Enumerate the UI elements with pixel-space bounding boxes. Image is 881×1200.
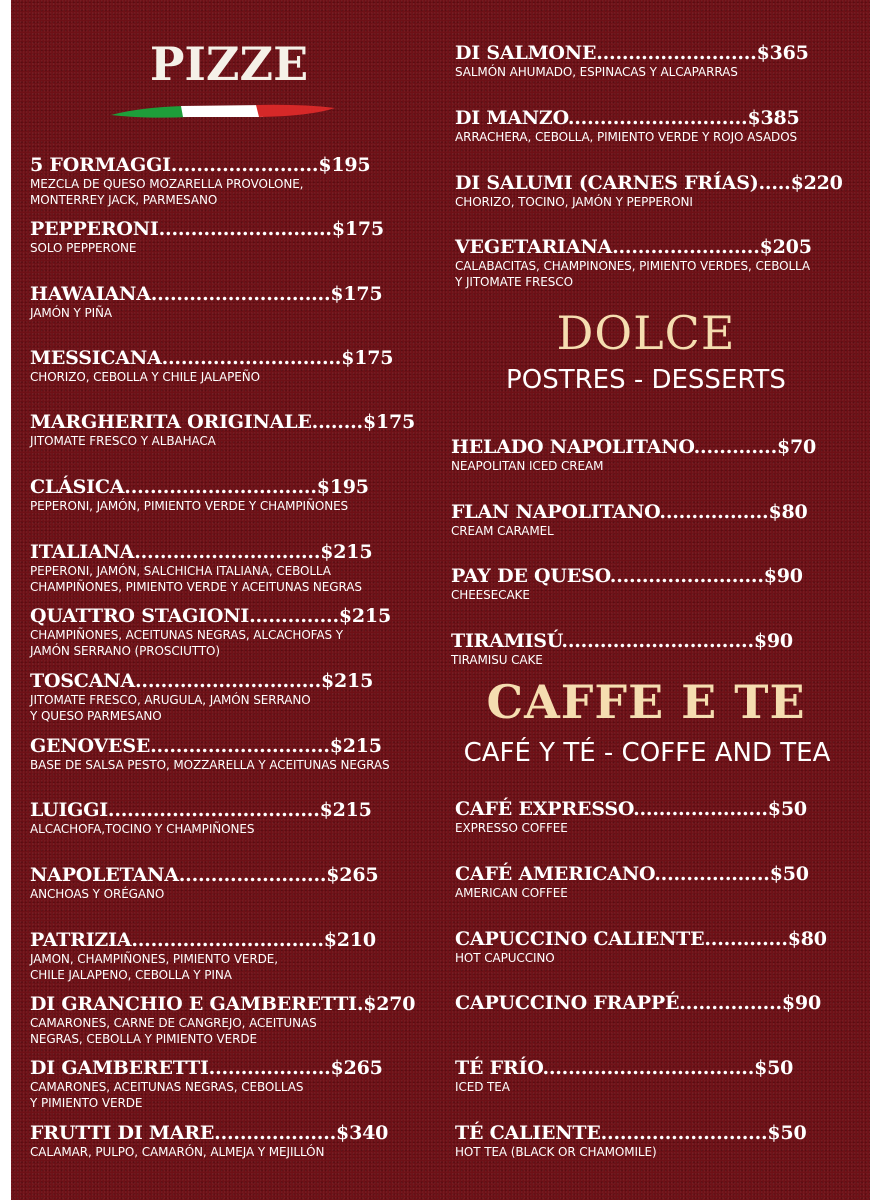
menu-item	[30, 476, 369, 514]
item-name: PAY DE QUESO........................$90	[451, 565, 803, 587]
item-desc: NEAPOLITAN ICED CREAM	[451, 459, 604, 473]
menu-item	[455, 236, 812, 290]
item-desc: CAMARONES, CARNE DE CANGREJO, ACEITUNAS NEGRAS, CEBOLLA Y PIMIENTO VERDE	[30, 1016, 317, 1046]
menu-item	[30, 411, 415, 449]
item-name: DI SALUMI (CARNES FRÍAS).....$220	[455, 172, 843, 194]
item-name: ITALIANA.............................$215	[30, 541, 373, 563]
item-name: LUIGGI.................................$215	[30, 799, 372, 821]
dolce-subtitle: POSTRES - DESSERTS	[506, 365, 786, 395]
item-name: CAFÉ EXPRESSO.....................$50	[455, 798, 807, 820]
item-name: 5 FORMAGGI.......................$195	[30, 154, 371, 176]
item-desc: BASE DE SALSA PESTO, MOZZARELLA Y ACEITUNAS NEGRAS	[30, 758, 390, 772]
item-name: PEPPERONI...........................$175	[30, 218, 384, 240]
item-desc: CHEESECAKE	[451, 588, 530, 602]
item-name: HAWAIANA............................$175	[30, 283, 383, 305]
item-name: DI SALMONE.........................$365	[455, 42, 809, 64]
item-desc: JAMON, CHAMPIÑONES, PIMIENTO VERDE, CHILE JALAPENO, CEBOLLA Y PINA	[30, 952, 278, 982]
menu-board	[11, 0, 870, 1200]
item-desc: EXPRESSO COFFEE	[455, 821, 568, 835]
menu-item	[30, 929, 376, 983]
item-name: CAFÉ AMERICANO..................$50	[455, 863, 809, 885]
item-desc: JAMÓN Y PIÑA	[30, 306, 113, 320]
item-name: CLÁSICA..............................$195	[30, 476, 369, 498]
item-desc: CAMARONES, ACEITUNAS NEGRAS, CEBOLLAS Y PIMIENTO VERDE	[30, 1080, 304, 1110]
item-name: CAPUCCINO CALIENTE.............$80	[455, 928, 827, 950]
menu-item	[30, 670, 373, 724]
menu-item	[451, 630, 793, 668]
menu-item	[455, 992, 821, 1014]
menu-item	[30, 735, 389, 773]
item-name: GENOVESE............................$215	[30, 735, 382, 757]
item-desc: PEPERONI, JAMÓN, PIMIENTO VERDE Y CHAMPIÑONES	[30, 499, 349, 513]
item-desc: CHORIZO, CEBOLLA Y CHILE JALAPEÑO	[30, 370, 260, 384]
menu-item	[30, 799, 372, 837]
item-desc: ALCACHOFA,TOCINO Y CHAMPIÑONES	[30, 822, 255, 836]
item-name: PATRIZIA..............................$210	[30, 929, 376, 951]
item-desc: CHORIZO, TOCINO, JAMÓN Y PEPPERONI	[455, 195, 693, 209]
item-desc: CALAMAR, PULPO, CAMARÓN, ALMEJA Y MEJILLÓN	[30, 1145, 325, 1159]
caffe-title: CAFFE E TE	[486, 675, 806, 729]
item-name: TÉ FRÍO.................................$50	[455, 1057, 794, 1079]
menu-item	[30, 154, 370, 208]
dolce-title: DOLCE	[556, 306, 736, 360]
menu-item	[30, 993, 415, 1047]
menu-item	[455, 863, 809, 901]
item-desc: TIRAMISU CAKE	[451, 653, 543, 667]
pizze-title: PIZZE	[149, 37, 309, 91]
italian-flag-brushstroke	[111, 99, 335, 121]
item-desc: ARRACHERA, CEBOLLA, PIMIENTO VERDE Y ROJO ASADOS	[455, 130, 798, 144]
menu-item	[455, 42, 809, 80]
menu-item	[30, 1057, 383, 1111]
menu-item	[455, 798, 807, 836]
item-name: QUATTRO STAGIONI..............$215	[30, 605, 391, 627]
item-desc: ANCHOAS Y ORÉGANO	[30, 887, 165, 901]
item-desc: AMERICAN COFFEE	[455, 886, 568, 900]
menu-item	[30, 864, 378, 902]
menu-item	[455, 107, 800, 145]
menu-item	[455, 1122, 806, 1160]
item-name: FRUTTI DI MARE...................$340	[30, 1122, 389, 1144]
item-name: TÉ CALIENTE..........................$50	[455, 1122, 807, 1144]
menu-item	[455, 172, 843, 210]
item-desc: JITOMATE FRESCO Y ALBAHACA	[30, 434, 216, 448]
item-name: DI GRANCHIO E GAMBERETTI.$270	[30, 993, 416, 1015]
item-name: MARGHERITA ORIGINALE........$175	[30, 411, 416, 433]
menu-item	[30, 283, 382, 321]
item-name: TOSCANA.............................$215	[30, 670, 374, 692]
menu-item	[455, 928, 827, 966]
caffe-subtitle: CAFÉ Y TÉ - COFFE AND TEA	[463, 738, 831, 768]
item-desc: CHAMPIÑONES, ACEITUNAS NEGRAS, ALCACHOFAS Y JAMÓN SERRANO (PROSCIUTTO)	[30, 628, 343, 658]
item-name: DI MANZO............................$385	[455, 107, 800, 129]
menu-item	[30, 541, 372, 595]
menu-item	[30, 218, 384, 256]
menu-item	[451, 436, 816, 474]
item-name: DI GAMBERETTI...................$265	[30, 1057, 383, 1079]
item-name: HELADO NAPOLITANO.............$70	[451, 436, 817, 458]
item-name: CAPUCCINO FRAPPÉ................$90	[455, 992, 821, 1014]
item-name: MESSICANA............................$175	[30, 347, 394, 369]
item-desc: CREAM CARAMEL	[451, 524, 554, 538]
item-name: NAPOLETANA.......................$265	[30, 864, 379, 886]
item-desc: SALMÓN AHUMADO, ESPINACAS Y ALCAPARRAS	[455, 65, 738, 79]
menu-item	[30, 347, 393, 385]
item-desc: CALABACITAS, CHAMPINONES, PIMIENTO VERDES, CEBOLLA Y JITOMATE FRESCO	[455, 259, 811, 289]
item-name: VEGETARIANA.......................$205	[455, 236, 812, 258]
item-desc: HOT CAPUCCINO	[455, 951, 555, 965]
item-desc: PEPERONI, JAMÓN, SALCHICHA ITALIANA, CEBOLLA CHAMPIÑONES, PIMIENTO VERDE Y ACEITUNAS NEGRAS	[30, 564, 362, 594]
item-desc: SOLO PEPPERONE	[30, 241, 137, 255]
item-desc: ICED TEA	[455, 1080, 510, 1094]
item-desc: MEZCLA DE QUESO MOZARELLA PROVOLONE, MONTERREY JACK, PARMESANO	[30, 177, 304, 207]
menu-item	[455, 1057, 793, 1095]
item-name: FLAN NAPOLITANO.................$80	[451, 501, 808, 523]
menu-item	[30, 605, 391, 659]
item-desc: HOT TEA (BLACK OR CHAMOMILE)	[455, 1145, 657, 1159]
menu-item	[451, 565, 803, 603]
menu-item	[451, 501, 808, 539]
item-name: TIRAMISÚ..............................$90	[451, 630, 793, 652]
menu-item	[30, 1122, 388, 1160]
item-desc: JITOMATE FRESCO, ARUGULA, JAMÓN SERRANO Y QUESO PARMESANO	[30, 693, 311, 723]
